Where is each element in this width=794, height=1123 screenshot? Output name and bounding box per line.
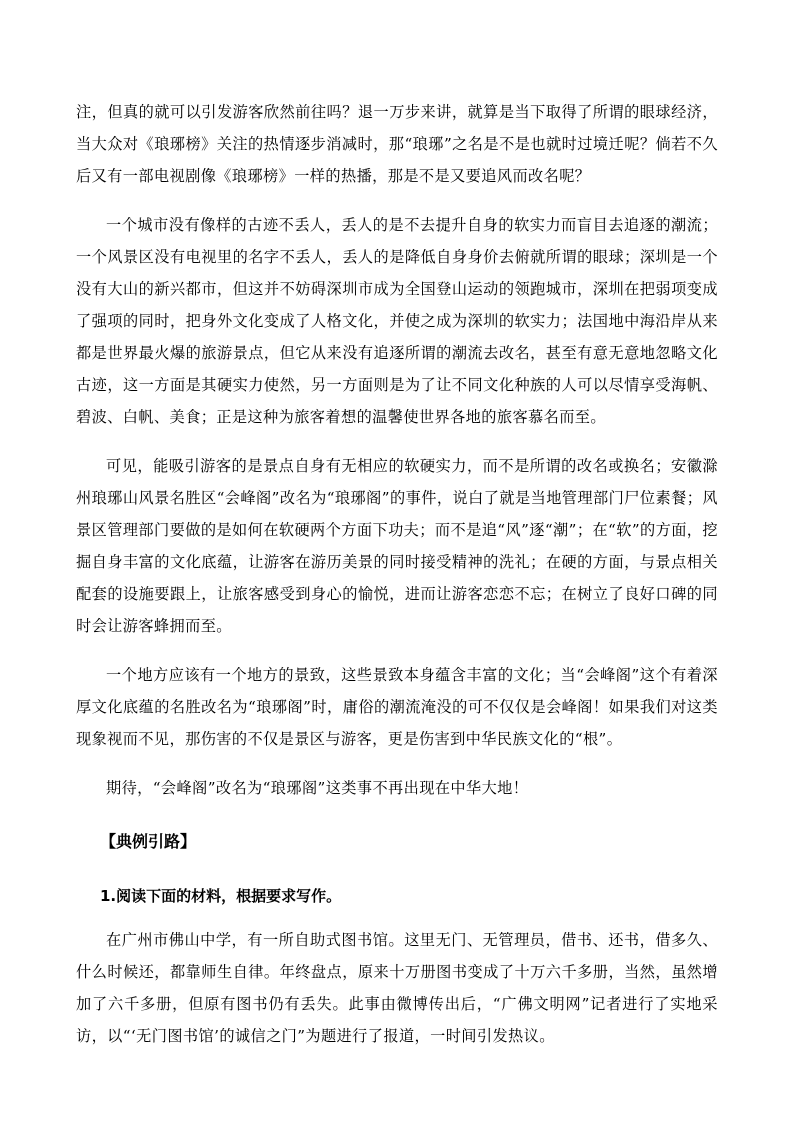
paragraph-expectation: 期待，“会峰阁”改名为“琅琊阁”这类事不再出现在中华大地！ xyxy=(106,779,529,797)
section-title: 【典例引路】 xyxy=(100,832,197,851)
paragraph-attraction-strength: 可见，能吸引游客的是景点自身有无相应的软硬实力，而不是所谓的改名或换名；安徽滁州琅琊山风景名胜区“会峰阁”改名为“琅琊阁”的事件，说白了就是当地管理部门尸位素餐；风景区管理部门要做的是如何在软硬两个方面下功夫；而不是追“风”逐“潮”；在“软”的方面，挖掘自身丰富的文化底蕴，让游客在游历美景的同时接受精神的洗礼；在硬的方面，与景点相关配套的设施要跟上，让旅客感受到身心的愉悦，进而让游客恋恋不忘；在树立了良好口碑的同时会让游客蜂拥而至。 xyxy=(76,457,718,635)
spacer xyxy=(76,192,718,209)
spacer xyxy=(76,755,718,772)
document-page xyxy=(76,96,718,1052)
question-title: 1.阅读下面的材料，根据要求写作。 xyxy=(100,887,342,905)
spacer xyxy=(76,854,718,884)
paragraph-continuation: 注，但真的就可以引发游客欣然前往吗？退一万步来讲，就算是当下取得了所谓的眼球经济，当大众对《琅琊榜》关注的热情逐步消减时，那“琅琊”之名是不是也就时过境迁呢？倘若不久后又有一部电视剧像《琅琊榜》一样的热播，那是不是又要追风而改名呢？ xyxy=(76,103,718,185)
spacer xyxy=(76,804,718,830)
spacer xyxy=(76,433,718,450)
spacer xyxy=(76,908,718,924)
paragraph-local-scenery: 一个地方应该有一个地方的景致，这些景致本身蕴含丰富的文化；当“会峰阁”这个有着深厚文化底蕴的名胜改名为“琅琊阁”时，庸俗的潮流淹没的可不仅仅是会峰阁！如果我们对这类现象视而不见，那伤害的不仅是景区与游客，更是伤害到中华民族文化的“根”。 xyxy=(76,666,718,748)
spacer xyxy=(76,642,718,659)
material-paragraph: 在广州市佛山中学，有一所自助式图书馆。这里无门、无管理员，借书、还书，借多久、什么时候还，都靠师生自律。年终盘点，原来十万册图书变成了十万六千多册，当然，虽然增加了六千多册，但原有图书仍有丢失。此事由微博传出后，“广佛文明网”记者进行了实地采访，以“‘无门图书馆’的诚信之门”为题进行了报道，一时间引发热议。 xyxy=(76,931,718,1045)
paragraph-city-culture: 一个城市没有像样的古迹不丢人，丢人的是不去提升自身的软实力而盲目去追逐的潮流；一个风景区没有电视里的名字不丢人，丢人的是降低自身身价去俯就所谓的眼球；深圳是一个没有大山的新兴都市，但这并不妨碍深圳市成为全国登山运动的领跑城市，深圳在把弱项变成了强项的同时，把身外文化变成了人格文化，并使之成为深圳的软实力；法国地中海沿岸从来都是世界最火爆的旅游景点，但它从来没有追逐所谓的潮流去改名，甚至有意无意地忽略文化古迹，这一方面是其硬实力使然，另一方面则是为了让不同文化种族的人可以尽情享受海帆、碧波、白帆、美食；正是这种为旅客着想的温馨使世界各地的旅客慕名而至。 xyxy=(76,216,718,426)
